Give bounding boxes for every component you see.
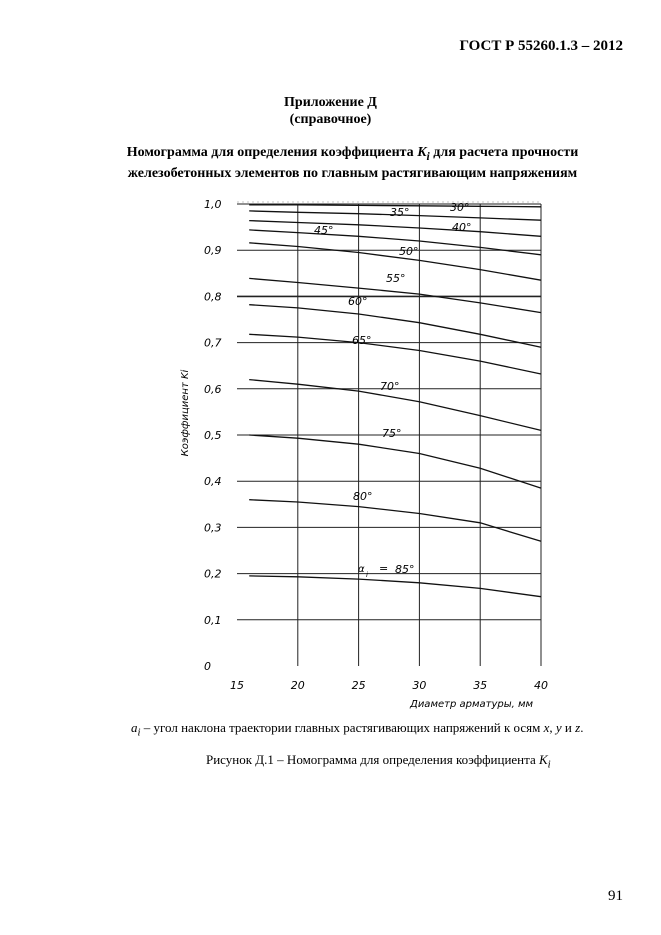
- period: .: [580, 720, 584, 735]
- series-line: [249, 334, 541, 374]
- caption-k-sub: i: [547, 758, 551, 771]
- series-line: [249, 576, 541, 597]
- y-tick-label: 0,2: [204, 567, 222, 581]
- page-number: 91: [608, 888, 623, 904]
- footnote: [131, 720, 583, 739]
- x-tick-label: 40: [534, 679, 548, 692]
- heading-text-end: для расчета прочности: [429, 145, 579, 160]
- series-label: 45°: [314, 224, 334, 237]
- document-header: ГОСТ Р 55260.1.3 – 2012: [459, 38, 623, 54]
- y-tick-label: 0,3: [204, 521, 222, 535]
- alpha-symbol: a: [131, 720, 138, 735]
- axis-y: y: [555, 720, 562, 735]
- figure-caption: [206, 752, 551, 771]
- series-label: 30°: [450, 201, 470, 214]
- series-label: 80°: [353, 490, 373, 503]
- alpha-symbol-label: α: [358, 564, 365, 575]
- y-tick-label: 0,4: [204, 475, 222, 489]
- y-tick-label: 0,5: [204, 429, 222, 442]
- appendix-type: (справочное): [289, 112, 372, 127]
- series-line: [249, 221, 541, 237]
- y-tick-label: 0,7: [204, 336, 222, 350]
- k-symbol: K: [417, 145, 427, 160]
- y-tick-label: 1,0: [204, 198, 222, 211]
- axis-z: z: [575, 720, 581, 735]
- series-line: [249, 305, 541, 348]
- y-tick-label: 0,1: [204, 613, 222, 627]
- x-tick-label: 25: [351, 679, 366, 692]
- series-label: 70°: [380, 380, 400, 393]
- heading-text: Номограмма для определения коэффициента: [126, 145, 418, 160]
- series-label: 35°: [390, 206, 410, 219]
- appendix-name: Приложение Д: [284, 95, 377, 110]
- footnote-text: – угол наклона траектории главных растягивающих напряжений к осям: [140, 720, 544, 735]
- sep: ,: [549, 720, 556, 735]
- and-text: и: [561, 720, 576, 735]
- alpha-subscript-label: i: [366, 571, 368, 579]
- y-tick-label: 0: [204, 660, 211, 673]
- caption-text: Рисунок Д.1 – Номограмма для определения коэффициента: [206, 752, 539, 767]
- series-label: 85°: [395, 563, 415, 576]
- x-axis-title: Диаметр арматуры, мм: [410, 699, 534, 710]
- axis-x: x: [543, 720, 550, 735]
- x-tick-label: 20: [290, 679, 305, 692]
- y-tick-label: 0,8: [204, 290, 222, 304]
- y-tick-label: 0,6: [204, 382, 222, 396]
- y-tick-label: 0,9: [204, 244, 222, 258]
- series-label: 60°: [348, 295, 368, 308]
- chart-heading-line-2: железобетонных элементов по главным растягивающим напряжениям: [127, 165, 578, 181]
- series-label: 55°: [386, 272, 406, 285]
- x-tick-label: 35: [473, 679, 488, 692]
- caption-k: K: [539, 752, 548, 767]
- alpha-equals-label: =: [379, 562, 389, 575]
- y-axis-title: Коэффициент Ki: [180, 369, 191, 457]
- series-label: 50°: [399, 245, 419, 258]
- series-label: 65°: [352, 334, 372, 347]
- x-tick-label: 30: [412, 679, 427, 692]
- x-tick-label: 15: [230, 679, 244, 692]
- series-label: 40°: [452, 221, 472, 234]
- series-group: [249, 205, 541, 597]
- alpha-subscript: i: [137, 726, 141, 739]
- series-line: [249, 500, 541, 542]
- series-label: 75°: [382, 427, 402, 440]
- series-line: [249, 435, 541, 488]
- k-subscript: i: [426, 149, 430, 163]
